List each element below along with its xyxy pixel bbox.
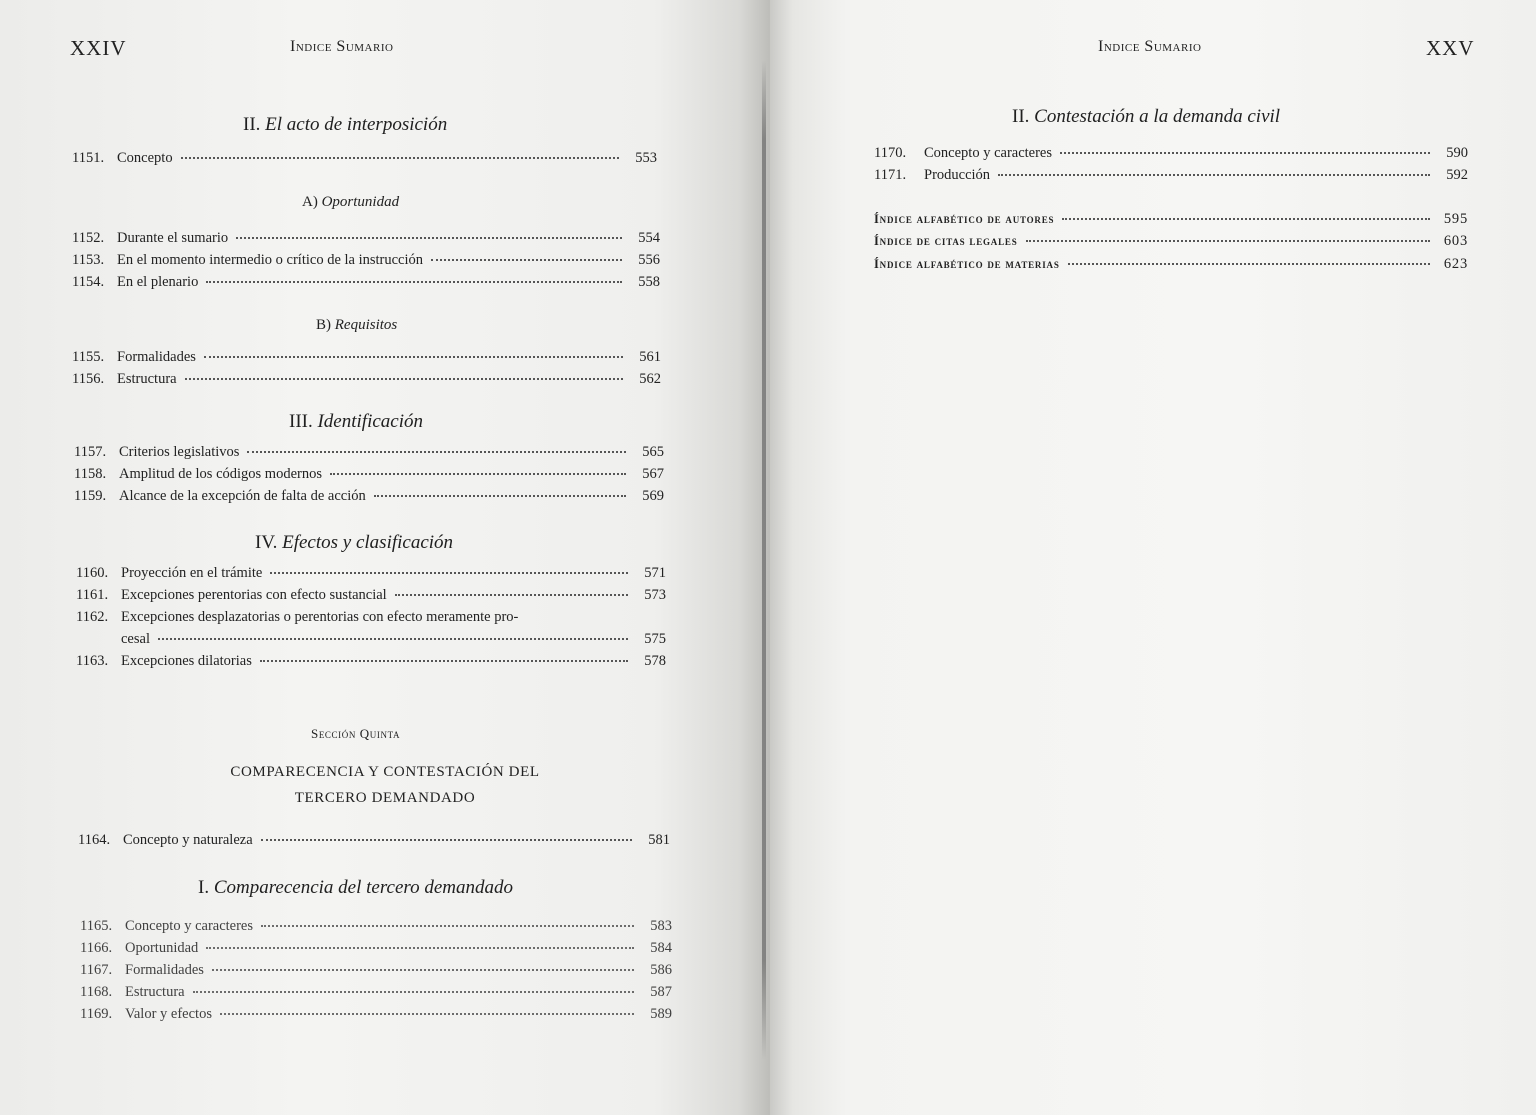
section-i-numeral: I. [198,877,210,898]
entry-number: 1167. [80,962,113,978]
toc-entry-1154 [72,274,660,291]
toc-entry-1157 [74,444,664,461]
leader-dots [1062,218,1430,220]
entry-text: Oportunidad [125,940,199,956]
entry-number: 1152. [72,230,105,246]
entry-text: Valor y efectos [125,1006,212,1022]
right-running-header: Indice Sumario [1098,38,1202,55]
leader-dots [181,157,619,159]
entry-text: Alcance de la excepción de falta de acción [119,488,366,504]
entry-number: 1171. [874,167,907,183]
entry-number: 1166. [80,940,113,956]
leader-dots [1026,240,1430,242]
leader-dots [330,473,626,475]
entry-number: 1160. [76,565,109,581]
entry-page: 592 [1446,167,1468,183]
toc-entry-1156 [72,371,661,388]
leader-dots [261,839,632,841]
index-materias-entry [874,256,1468,273]
leader-dots [261,925,634,927]
entry-number: 1153. [72,252,105,268]
part-title [175,759,595,811]
entry-page: 556 [638,252,660,268]
index-page: 595 [1443,211,1468,227]
leader-dots [193,991,634,993]
toc-entry-1151 [72,150,657,167]
entry-text: Amplitud de los códigos modernos [119,466,322,482]
leader-dots [998,174,1430,176]
entry-page: 561 [639,349,661,365]
right-folio: XXV [1426,36,1475,60]
section-iv-heading [255,532,453,554]
subsection-b-letter: B) [316,317,331,333]
entry-number: 1161. [76,587,109,603]
subsection-b-heading [316,317,397,334]
toc-entry-1159 [74,488,664,505]
entry-text: Excepciones desplazatorias o perentorias con efecto meramente pro- [121,609,519,625]
toc-entry-1153 [72,252,660,269]
toc-entry-1171 [874,167,1468,184]
section-i-heading [198,877,513,899]
leader-dots [1060,152,1430,154]
entry-page: 589 [650,1006,672,1022]
entry-page: 584 [650,940,672,956]
left-folio: XXIV [70,36,127,60]
toc-entry-1162 [76,609,666,626]
entry-number: 1157. [74,444,107,460]
entry-page: 565 [642,444,664,460]
entry-page: 590 [1446,145,1468,161]
leader-dots [260,660,628,662]
seccion-label: Sección Quinta [311,726,401,741]
subsection-b-title: Requisitos [334,317,398,333]
subsection-a-letter: A) [302,194,318,210]
entry-text: Formalidades [125,962,204,978]
toc-entry-1165 [80,918,672,935]
leader-dots [236,237,622,239]
entry-number: 1151. [72,150,105,166]
entry-text: Proyección en el trámite [121,565,263,581]
index-title: Índice de citas legales [874,234,1018,248]
entry-number: 1162. [76,609,109,625]
leader-dots [206,281,622,283]
index-title: Índice alfabético de autores [874,212,1055,226]
index-page: 603 [1443,233,1468,249]
entry-page: 586 [650,962,672,978]
entry-text: Durante el sumario [117,230,229,246]
entry-number: 1168. [80,984,113,1000]
leader-dots [431,259,622,261]
toc-entry-1168 [80,984,672,1001]
toc-entry-1160 [76,565,666,582]
toc-entry-1155 [72,349,661,366]
toc-entry-1164 [78,832,670,849]
entry-number: 1156. [72,371,105,387]
entry-page: 558 [638,274,660,290]
entry-text: Formalidades [117,349,196,365]
book-gutter [762,60,766,1060]
toc-entry-1169 [80,1006,672,1023]
leader-dots [212,969,634,971]
entry-page: 578 [644,653,666,669]
entry-number: 1158. [74,466,107,482]
entry-page: 587 [650,984,672,1000]
entry-number: 1154. [72,274,105,290]
section-iii-heading [289,411,423,433]
entry-number: 1155. [72,349,105,365]
section-ii-numeral: II. [1012,106,1030,127]
section-ii-title: Contestación a la demanda civil [1034,106,1281,127]
left-running-header: Indice Sumario [290,38,394,55]
entry-text: En el plenario [117,274,199,290]
toc-entry-1152 [72,230,660,247]
toc-entry-1167 [80,962,672,979]
toc-entry-1166 [80,940,672,957]
entry-page: 583 [650,918,672,934]
entry-text: Criterios legislativos [119,444,240,460]
entry-page: 554 [638,230,660,246]
entry-text: En el momento intermedio o crítico de la instrucción [117,252,424,268]
entry-number: 1165. [80,918,113,934]
entry-number: 1163. [76,653,109,669]
toc-entry-1162-continuation [76,631,666,648]
entry-page: 573 [644,587,666,603]
entry-page: 562 [639,371,661,387]
entry-number: 1159. [74,488,107,504]
section-ii-numeral: II. [243,114,261,135]
part-title-line-2: TERCERO DEMANDADO [294,790,476,806]
entry-text-continuation: cesal [121,631,150,647]
right-page [770,0,1536,1115]
entry-page: 575 [644,631,666,647]
entry-page: 571 [644,565,666,581]
section-iv-title: Efectos y clasificación [282,532,454,553]
entry-text: Producción [924,167,991,183]
entry-text: Concepto y caracteres [125,918,254,934]
toc-entry-1161 [76,587,666,604]
entry-number: 1164. [78,832,111,848]
leader-dots [204,356,623,358]
leader-dots [374,495,626,497]
entry-text: Excepciones dilatorias [121,653,252,669]
leader-dots [270,572,628,574]
subsection-a-heading [302,194,399,211]
entry-text: Excepciones perentorias con efecto sustancial [121,587,387,603]
entry-text: Concepto [117,150,173,166]
leader-dots [206,947,634,949]
leader-dots [395,594,628,596]
section-iii-title: Identificación [317,411,424,432]
entry-page: 553 [635,150,657,166]
entry-text: Concepto y caracteres [924,145,1053,161]
toc-entry-1158 [74,466,664,483]
entry-page: 569 [642,488,664,504]
leader-dots [158,638,628,640]
toc-entry-1163 [76,653,666,670]
index-autores-entry [874,211,1468,228]
leader-dots [220,1013,634,1015]
entry-text: Estructura [117,371,177,387]
entry-number: 1169. [80,1006,113,1022]
section-ii-contestacion-heading [1012,106,1280,128]
leader-dots [247,451,626,453]
index-page: 623 [1443,256,1468,272]
section-iii-numeral: III. [289,411,313,432]
subsection-a-title: Oportunidad [321,194,400,210]
section-ii-title: El acto de interposición [265,114,448,135]
toc-entry-1170 [874,145,1468,162]
section-ii-heading [243,114,447,136]
section-i-title: Comparecencia del tercero demandado [213,877,513,898]
section-iv-numeral: IV. [255,532,278,553]
index-citas-entry [874,233,1468,250]
leader-dots [1068,263,1430,265]
entry-text: Concepto y naturaleza [123,832,253,848]
part-title-line-1: COMPARECENCIA Y CONTESTACIÓN DEL [230,764,540,780]
entry-text: Estructura [125,984,185,1000]
entry-page: 567 [642,466,664,482]
index-title: Índice alfabético de materias [874,257,1060,271]
entry-number: 1170. [874,145,907,161]
entry-page: 581 [648,832,670,848]
leader-dots [185,378,623,380]
